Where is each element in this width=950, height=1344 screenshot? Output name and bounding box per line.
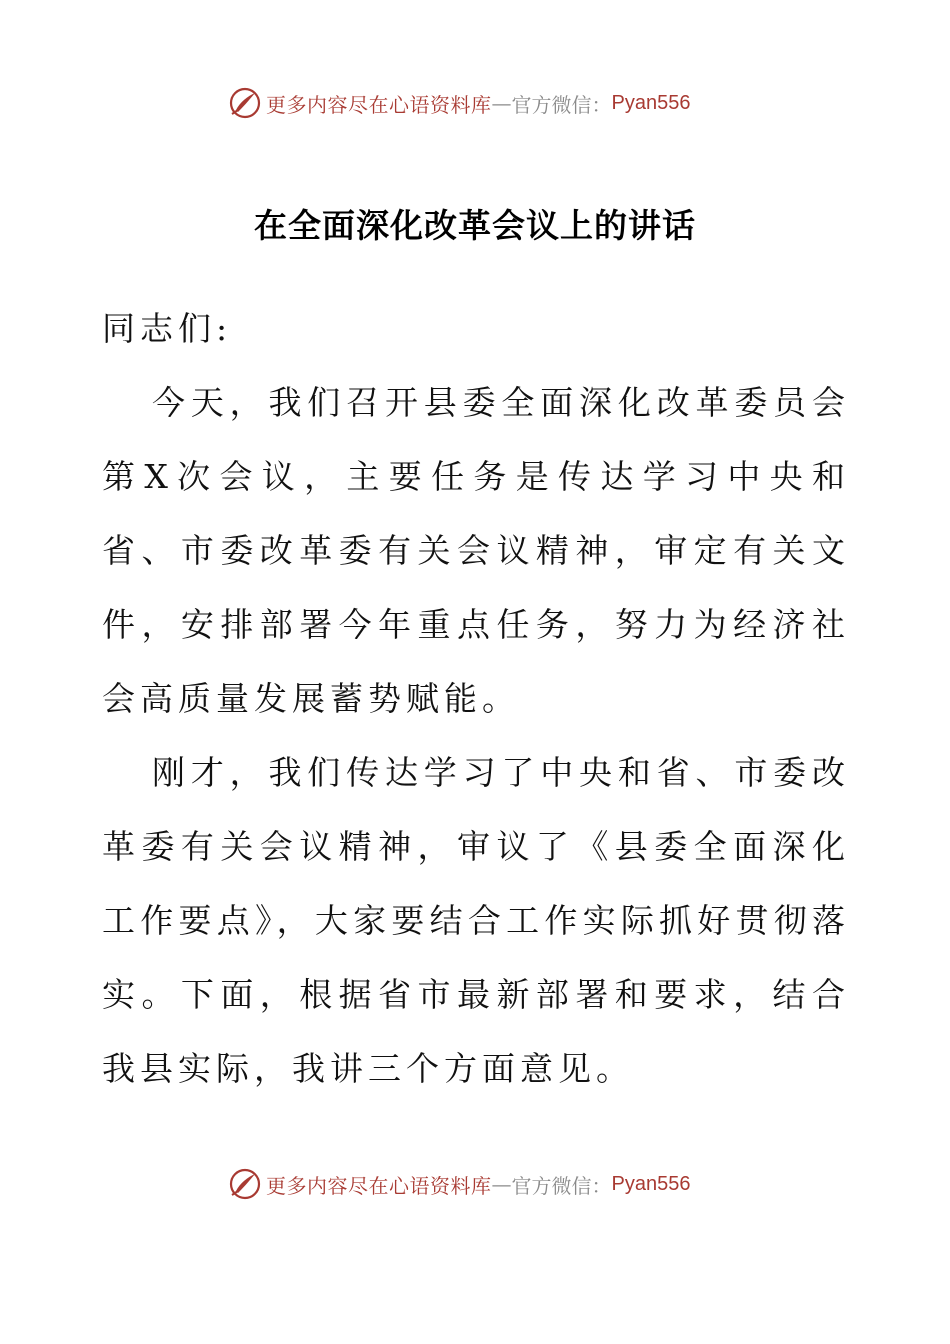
footer-wechat-label: 官方微信： xyxy=(511,1173,612,1198)
header-site-text: 更多内容尽在心语资料库 xyxy=(266,92,492,117)
header-wechat-label: 官方微信： xyxy=(511,92,612,117)
pen-logo-icon xyxy=(228,1167,262,1201)
pen-logo-icon xyxy=(228,86,262,120)
footer-banner xyxy=(228,1166,690,1202)
header-dash: — xyxy=(491,91,512,115)
paragraph-1: 今天，我们召开县委全面深化改革委员会第X次会议，主要任务是传达学习中央和省、市委改革委有关会议精神，审定有关文件，安排部署今年重点任务，努力为经济社会高质量发展蓄势赋能。 xyxy=(102,383,850,718)
header-banner xyxy=(228,85,690,121)
document-body xyxy=(102,292,850,1106)
footer-wechat-id: Pyan556 xyxy=(611,1172,691,1195)
salutation: 同志们: xyxy=(102,309,233,348)
footer-site-text: 更多内容尽在心语资料库 xyxy=(266,1173,492,1198)
header-wechat-id: Pyan556 xyxy=(611,91,691,114)
page-title: 在全面深化改革会议上的讲话 xyxy=(254,206,696,245)
paragraph-2: 刚才，我们传达学习了中央和省、市委改革委有关会议精神，审议了《县委全面深化工作要点》，大家要结合工作实际抓好贯彻落实。下面，根据省市最新部署和要求，结合我县实际，我讲三个方面意见。 xyxy=(102,753,850,1088)
footer-dash: — xyxy=(491,1172,512,1196)
